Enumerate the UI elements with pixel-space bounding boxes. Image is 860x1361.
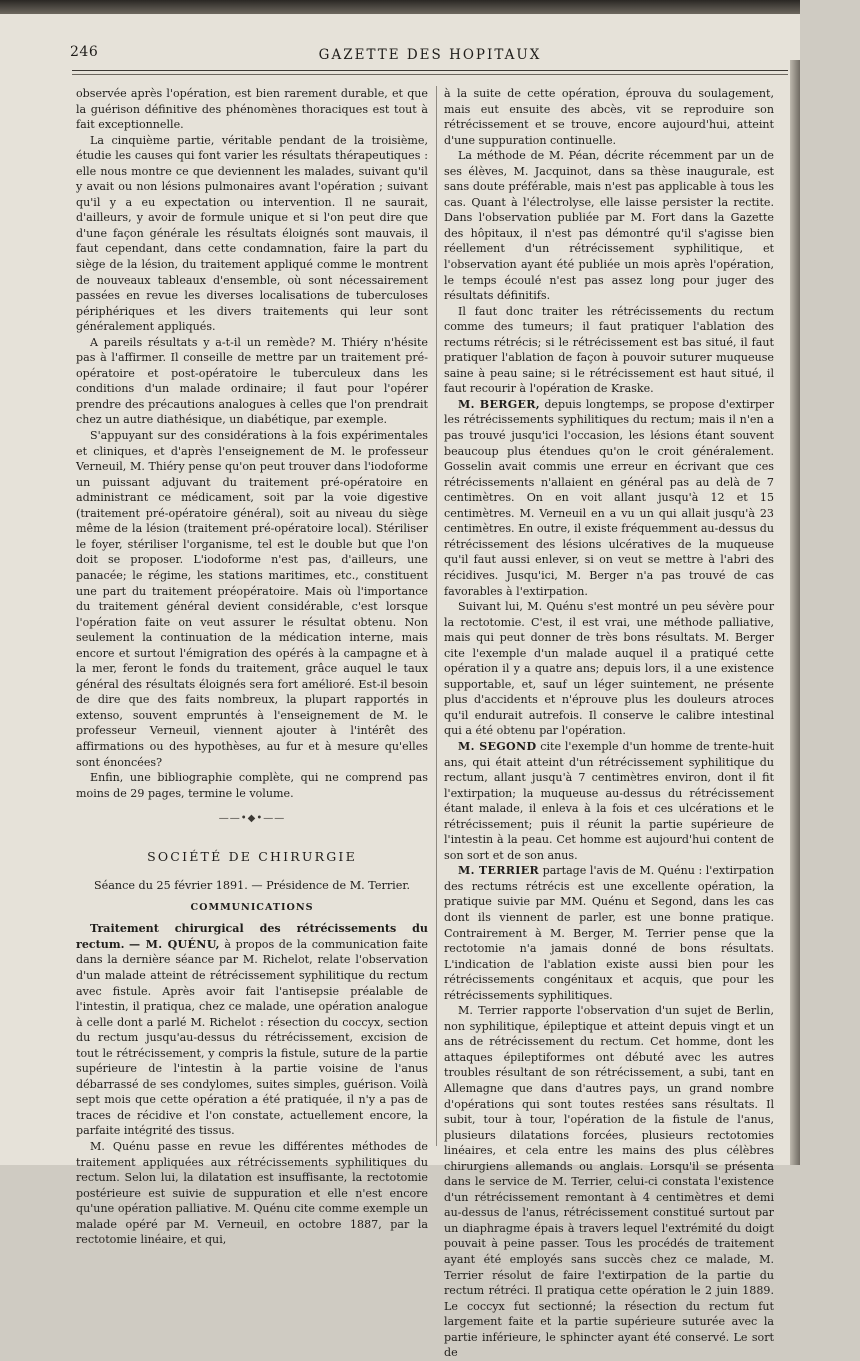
- scan-top-edge: [0, 0, 800, 14]
- speaker-paragraph: [444, 397, 774, 599]
- subheading: COMMUNICATIONS: [190, 901, 314, 913]
- paragraph: Enfin, une bibliographie complète, qui ne comprend pas moins de 29 pages, termine le volume.: [76, 771, 428, 800]
- paragraph: à la suite de cette opération, éprouva du soulagement, mais eut ensuite des abcès, vit se reproduire son rétrécissement et se trouve, encore aujourd'hui, atteint d'une suppuration continuelle.: [444, 87, 774, 147]
- speaker-text: partage l'avis de M. Quénu : l'extirpation des rectums rétrécis est une excellente opération, la pratique suivie par MM. Quénu et Segond, dans les cas dont ils viennent de parler, est une bonne pratique. Contrairement à M. Berger, M. Terrier pense que la rectotomie n'a jamais donné de bons résultats. L'indication de l'ablation existe aussi bien pour les rétrécissements congénitaux et acquis, que pour les rétrécissements syphilitiques.: [444, 864, 774, 1002]
- section-title: SOCIÉTÉ DE CHIRURGIE: [147, 848, 357, 864]
- right-column: [444, 86, 774, 1360]
- paragraph: M. Terrier rapporte l'observation d'un sujet de Berlin, non syphilitique, épileptique et atteint depuis vingt et un ans de rétrécissement du rectum. Cet homme, dont les attaques épileptiformes ont débuté avec les autres troubles résultant de son rétrécissement, a subi, tant en Allemagne que dans d'autres pays, un grand nombre d'opérations qui sont toutes restées sans résultats. Il subit, tour à tour, l'opération de la fistule de l'anus, plusieurs dilatations forcées, plusieurs rectotomies linéaires, et cela entre les mains des plus célèbres chirurgiens allemands ou anglais. Lorsqu'il se présenta dans le service de M. Terrier, celui-ci constata l'existence d'un rétrécissement remontant à 4 centimètres et demi au-dessus de l'anus, rétrécissement constitué surtout par un diaphragme épais à travers lequel l'extrémité du doigt pouvait à peine passer. Tous les procédés de traitement ayant été employés sans succès chez ce malade, M. Terrier résolut de faire l'extirpation de la partie du rectum rétréci. Il pratiqua cette opération le 2 juin 1889. Le coccyx fut sectionné; la résection du rectum fut largement faite et la partie supérieure suturée avec la partie inférieure, le sphincter ayant été conservé. Le sort de: [444, 1004, 774, 1360]
- article-lead: [76, 921, 428, 1139]
- header-rule: [72, 70, 788, 71]
- paragraph: A pareils résultats y a-t-il un remède? M. Thiéry n'hésite pas à l'affirmer. Il conseille de mettre par un traitement pré-opératoire et post-opératoire le tuberculeux dans les conditions d'un malade ordinaire; il faut pour l'opérer prendre des précautions analogues à celles que l'on prendrait chez un autre diathésique, un diabétique, par exemple.: [76, 335, 428, 427]
- column-divider: [436, 86, 437, 1146]
- speaker-paragraph: [444, 863, 774, 1003]
- speaker-name: M. SEGOND: [458, 739, 537, 753]
- speaker-text: cite l'exemple d'un homme de trente-huit ans, qui était atteint d'un rétrécissement syphilitique du rectum, allant jusqu'à 7 centimètres environ, dont il fit l'extirpation; la muqueuse au-dessus du rétrécissement étant malade, il enleva à la fois et ces ulcérations et le rétrécissement; puis il réunit la partie supérieure de l'intestin à la peau. Cet homme est aujourd'hui content de son sort et de son anus.: [444, 739, 774, 862]
- paragraph: La méthode de M. Péan, décrite récemment par un de ses élèves, M. Jacquinot, dans sa thèse inaugurale, est sans doute préférable, mais n'est pas applicable à tous les cas. Quant à l'électrolyse, elle laisse persister la rectite. Dans l'observation publiée par M. Fort dans la Gazette des hôpitaux, il n'est pas démontré qu'il s'agisse bien réellement d'un rétrécissement syphilitique, et l'observation ayant été publiée un mois après l'opération, le temps écoulé n'est pas assez long pour juger des résultats définitifs.: [444, 149, 774, 303]
- header-rule-thin: [72, 74, 788, 75]
- paragraph: La cinquième partie, véritable pendant de la troisième, étudie les causes qui font varier les résultats thérapeutiques : elle nous montre ce que deviennent les malades, suivant qu'il y avait ou non lésions pulmonaires avant l'opération ; suivant qu'il y a eu expectation ou intervention. Il ne saurait, d'ailleurs, y avoir de formule unique et si l'on peut dire que d'une façon générale les résultats éloignés sont mauvais, il faut cependant, dans cette condamnation, faire la part du siège de la lésion, du traitement appliqué comme le montrent de nouveaux tableaux d'ensemble, où sont nécessairement passées en revue les diverses localisations de tuberculoses périphériques et les divers traitements qui leur sont généralement appliqués.: [76, 133, 428, 334]
- paragraph: observée après l'opération, est bien rarement durable, et que la guérison définitive des phénomènes thoraciques est tout à fait exceptionnelle.: [76, 87, 428, 132]
- running-title: GAZETTE DES HOPITAUX: [318, 47, 542, 63]
- speaker-text: depuis longtemps, se propose d'extirper les rétrécissements syphilitiques du rectum; mais il n'en a pas trouvé jusqu'ici l'occasion, les lésions étant souvent beaucoup plus étendues qu'on le croit généralement. Gosselin avait commis une erreur en écrivant que ces rétrécissements n'allaient en général pas au delà de 7 centimètres. On en voit allant jusqu'à 12 et 15 centimètres. M. Verneuil en a vu un qui allait jusqu'à 23 centimètres. En outre, il existe fréquemment au-dessus du rétrécissement des lésions ulcératives de la muqueuse qu'il faut aussi enlever, si on veut se mettre à l'abri des récidives. Jusqu'ici, M. Berger n'a pas trouvé de cas favorables à l'extirpation.: [444, 397, 774, 598]
- paragraph: Il faut donc traiter les rétrécissements du rectum comme des tumeurs; il faut pratiquer l'ablation des rectums rétrécis; si le rétrécissement est bas situé, il faut pratiquer l'ablation de façon à pouvoir suturer muqueuse saine à peau saine; si le rétrécissement est haut situé, il faut recourir à l'opération de Kraske.: [444, 304, 774, 396]
- speaker-name: M. BERGER,: [458, 397, 540, 411]
- article-text: à propos de la communication faite dans la dernière séance par M. Richelot, relate l'observation d'un malade atteint de rétrécissement syphilitique du rectum avec fistule. Après avoir fait l'antisepsie préalable de l'intestin, il pratiqua, chez ce malade, une opération analogue à celle dont a parlé M. Richelot : résection du coccyx, section du rectum jusqu'au-dessus du rétrécissement, excision de tout le rétrécissement, y compris la fistule, suture de la partie supérieure de l'intestin à la partie voisine de l'anus débarrassé de ses condylomes, suites simples, guérison. Voilà sept mois que cette opération a été pratiquée, il n'y a pas de traces de récidive et l'on constate, actuellement encore, la parfaite intégrité des tissus.: [76, 937, 428, 1138]
- article-speaker: — M. QUÉNU,: [129, 937, 220, 951]
- paragraph: M. Quénu passe en revue les différentes méthodes de traitement appliquées aux rétrécissements syphilitiques du rectum. Selon lui, la dilatation est insuffisante, la rectotomie postérieure est suivie de suppuration et elle n'est encore qu'une opération palliative. M. Quénu cite comme exemple un malade opéré par M. Verneuil, en octobre 1887, par la rectotomie linéaire, et qui,: [76, 1140, 428, 1247]
- speaker-paragraph: [444, 739, 774, 863]
- paragraph: S'appuyant sur des considérations à la fois expérimentales et cliniques, et d'après l'enseignement de M. le professeur Verneuil, M. Thiéry pense qu'on peut trouver dans l'iodoforme un puissant adjuvant du traitement pré-opératoire en administrant ce médicament, soit par la voie digestive (traitement pré-opératoire général), soit au niveau du siège même de la lésion (traitement pré-opératoire local). Stériliser le foyer, stériliser l'organisme, tel est le double but que l'on doit se proposer. L'iodoforme n'est pas, d'ailleurs, une panacée; le régime, les stations maritimes, etc., constituent une part du traitement préopératoire. Mais où l'importance du traitement général devient considérable, c'est lorsque l'opération faite on veut assurer le résultat obtenu. Non seulement la continuation de la médication interne, mais encore et surtout l'émigration des opérés à la campagne et à la mer, feront le fonds du traitement, grâce auquel le taux général des résultats éloignés sera fort amélioré. Est-il besoin de dire que des faits nombreux, la plupart rapportés in extenso, souvent empruntés à l'enseignement de M. le professeur Verneuil, viennent ajouter à l'intérêt des affirmations ou des hypothèses, au fur et à mesure qu'elles sont énoncées?: [76, 429, 428, 769]
- scan-right-edge: [790, 60, 800, 1165]
- paragraph: Suivant lui, M. Quénu s'est montré un peu sévère pour la rectotomie. C'est, il est vrai, une méthode palliative, mais qui peut donner de très bons résultats. M. Berger cite l'exemple d'un malade auquel il a pratiqué cette opération il y a quatre ans; depuis lors, il a une existence supportable, et, sauf un léger suintement, ne présente plus d'accidents et n'éprouve plus les douleurs atroces qu'il endurait autrefois. Il conserve le calibre intestinal qui a été obtenu par l'opération.: [444, 600, 774, 738]
- speaker-name: M. TERRIER: [458, 864, 540, 878]
- session-line: Séance du 25 février 1891. — Présidence de M. Terrier.: [93, 879, 411, 893]
- section-ornament: ——•◆•——: [218, 813, 286, 825]
- left-column: [76, 86, 428, 1247]
- page-number: 246: [70, 44, 99, 60]
- article-title: Traitement chirurgical des rétrécissements du rectum.: [76, 922, 428, 951]
